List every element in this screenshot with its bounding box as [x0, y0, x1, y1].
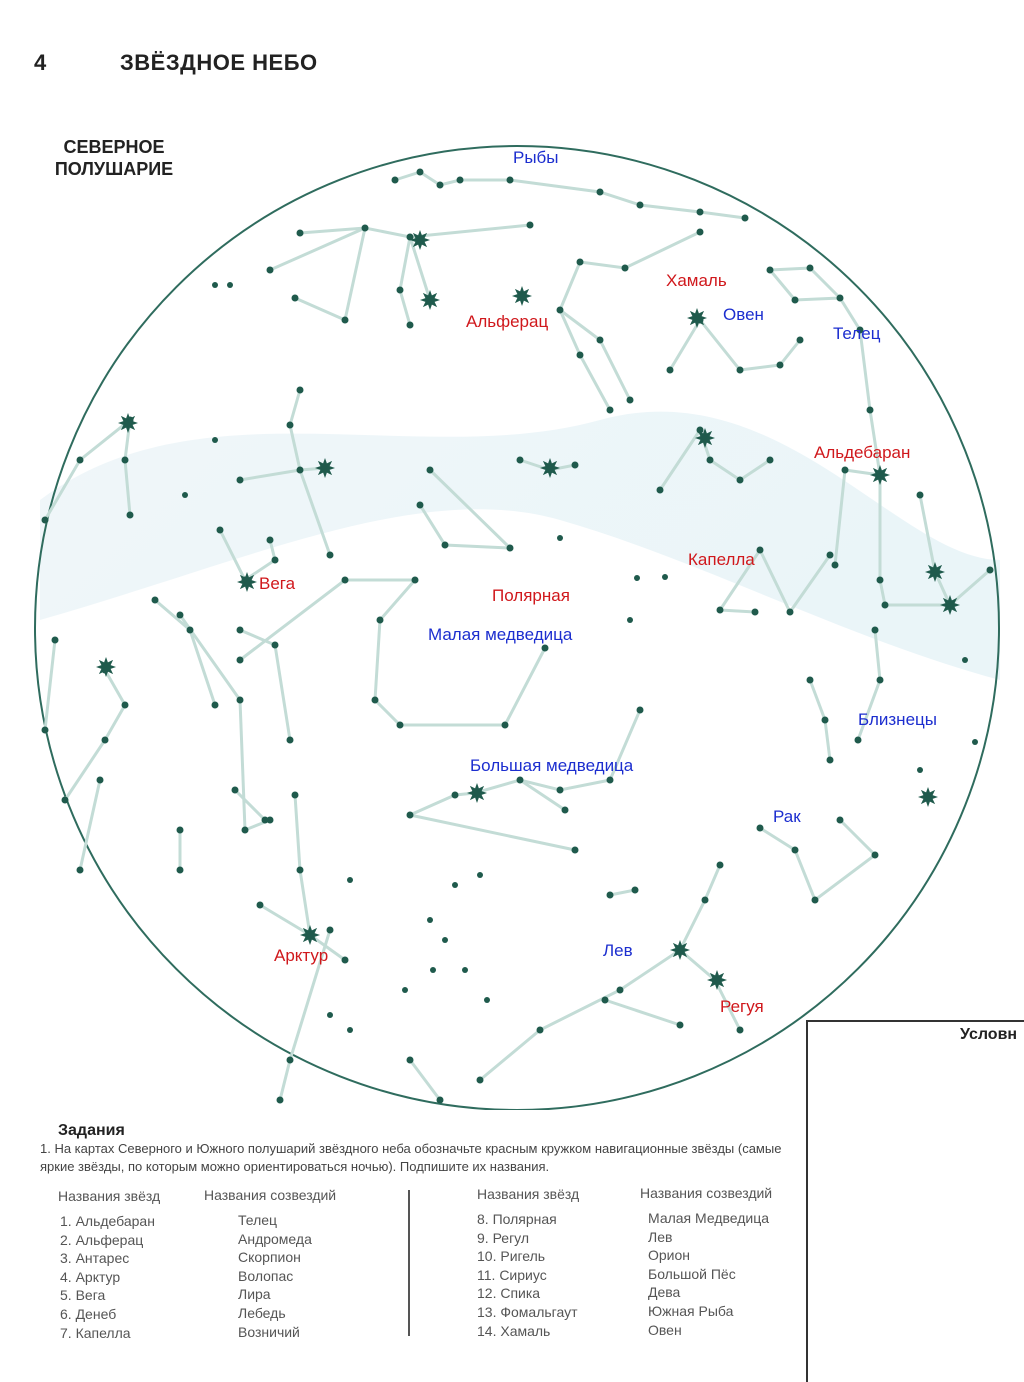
star — [677, 1022, 684, 1029]
star — [607, 407, 614, 414]
list-item: Возничий — [238, 1323, 300, 1340]
star — [627, 397, 634, 404]
bright-star — [540, 458, 560, 478]
star — [917, 767, 923, 773]
star — [272, 642, 279, 649]
constellation-line — [605, 1000, 680, 1025]
star — [430, 967, 436, 973]
label-cancer: Рак — [773, 807, 801, 826]
star — [267, 537, 274, 544]
star — [372, 697, 379, 704]
star — [42, 517, 49, 524]
star — [872, 852, 879, 859]
label-aldebaran: Альдебаран — [814, 443, 911, 462]
constellation-line — [260, 905, 310, 935]
list-item: 8. Полярная — [477, 1211, 557, 1227]
star — [757, 547, 764, 554]
page-title: ЗВЁЗДНОЕ НЕБО — [120, 50, 318, 75]
star — [287, 422, 294, 429]
label-hamal: Хамаль — [666, 271, 727, 290]
star — [362, 225, 369, 232]
list-item: 12. Спика — [477, 1285, 541, 1302]
star — [607, 777, 614, 784]
star — [212, 702, 219, 709]
star — [402, 987, 408, 993]
star — [237, 697, 244, 704]
star — [237, 477, 244, 484]
constellation-line — [235, 790, 265, 820]
constellation-line — [270, 228, 365, 320]
bright-star — [315, 458, 335, 478]
star — [717, 862, 724, 869]
star — [827, 552, 834, 559]
star — [832, 562, 839, 569]
star — [427, 467, 434, 474]
star — [442, 937, 448, 943]
bright-star — [512, 286, 532, 306]
star — [697, 229, 704, 236]
star — [627, 617, 633, 623]
list-item: 3. Антарес — [60, 1250, 130, 1267]
label-leo: Лев — [603, 941, 633, 960]
label-polaris: Полярная — [492, 586, 570, 605]
list-item: 4. Арктур — [60, 1268, 121, 1285]
constellation-line — [670, 320, 700, 370]
bright-star — [410, 230, 430, 250]
star — [632, 887, 639, 894]
star — [517, 457, 524, 464]
list-item: 14. Хамаль — [477, 1322, 551, 1339]
star — [557, 535, 563, 541]
constellation-line — [80, 780, 100, 870]
label-ursa-minor: Малая медведица — [428, 625, 573, 644]
star — [152, 597, 159, 604]
star — [577, 259, 584, 266]
star — [572, 847, 579, 854]
star — [327, 552, 334, 559]
list-item: 7. Капелла — [60, 1324, 131, 1341]
star-names-header-left: Названия звёзд — [58, 1188, 161, 1204]
label-capella: Капелла — [688, 550, 755, 569]
task-text: 1. На картах Северного и Южного полушарий звёздного неба обозначьте красным кружком навигационные звёзды (самые яркие звёзды, по которым можно ориентироваться ночью). Подпишите их названия. — [40, 1141, 782, 1174]
star — [427, 917, 433, 923]
star — [597, 337, 604, 344]
bright-star — [96, 657, 116, 677]
star — [882, 602, 889, 609]
star — [407, 322, 414, 329]
list-item: 5. Вега — [60, 1287, 106, 1304]
constellation-list-right — [648, 1209, 769, 1339]
star — [417, 502, 424, 509]
star — [122, 457, 129, 464]
star — [77, 457, 84, 464]
constellation-line — [410, 1060, 440, 1100]
bright-star — [467, 783, 487, 803]
star — [127, 512, 134, 519]
constellation-line — [240, 630, 290, 740]
star — [827, 757, 834, 764]
star — [122, 702, 129, 709]
star — [187, 627, 194, 634]
label-regulus: Регуя — [720, 997, 764, 1016]
constellation-line — [410, 815, 575, 850]
label-gemini: Близнецы — [858, 710, 937, 729]
star — [462, 967, 468, 973]
star — [987, 567, 994, 574]
star — [752, 609, 759, 616]
star — [777, 362, 784, 369]
star — [347, 877, 353, 883]
star-list-left — [60, 1212, 155, 1342]
star — [62, 797, 69, 804]
star — [397, 287, 404, 294]
star — [177, 867, 184, 874]
star — [287, 1057, 294, 1064]
bright-star — [870, 465, 890, 485]
star — [297, 867, 304, 874]
star — [797, 337, 804, 344]
bright-star — [300, 925, 320, 945]
star — [507, 545, 514, 552]
star — [42, 727, 49, 734]
star — [792, 847, 799, 854]
star — [767, 267, 774, 274]
constellation-line — [45, 640, 55, 730]
star — [377, 617, 384, 624]
star — [327, 927, 334, 934]
star — [557, 787, 564, 794]
legend-title: Условн — [960, 1026, 1018, 1043]
star — [697, 209, 704, 216]
list-item: Малая Медведица — [648, 1210, 770, 1226]
star — [822, 717, 829, 724]
star — [437, 182, 444, 189]
list-item: Андромеда — [238, 1230, 312, 1247]
star — [812, 897, 819, 904]
star — [737, 367, 744, 374]
star — [102, 737, 109, 744]
label-ursa-major: Большая медведица — [470, 756, 634, 775]
list-item: Овен — [648, 1321, 682, 1338]
star — [292, 295, 299, 302]
star-list-right — [477, 1210, 578, 1340]
bright-star — [918, 787, 938, 807]
star — [502, 722, 509, 729]
star — [877, 577, 884, 584]
star — [457, 177, 464, 184]
bright-star — [670, 940, 690, 960]
star — [972, 739, 978, 745]
star — [477, 1077, 484, 1084]
constellation-line — [760, 820, 875, 900]
star — [807, 265, 814, 272]
constellation-line — [700, 320, 800, 370]
list-item: 2. Альферац — [60, 1231, 144, 1248]
star — [412, 577, 419, 584]
bright-star — [118, 413, 138, 433]
star — [842, 467, 849, 474]
star — [562, 807, 569, 814]
star — [737, 1027, 744, 1034]
star — [272, 557, 279, 564]
star — [767, 457, 774, 464]
star — [297, 230, 304, 237]
label-aries: Овен — [723, 305, 764, 324]
star — [787, 609, 794, 616]
star — [437, 1097, 444, 1104]
constellation-names-header-left: Названия созвездий — [204, 1187, 337, 1203]
star — [232, 787, 239, 794]
constellation-line — [680, 950, 740, 1030]
legend-box — [806, 1020, 1024, 1382]
star — [342, 957, 349, 964]
star — [542, 645, 549, 652]
star — [597, 189, 604, 196]
star — [217, 527, 224, 534]
tasks-heading: Задания — [58, 1122, 125, 1139]
label-vega: Вега — [259, 574, 296, 593]
constellation-line — [610, 890, 635, 895]
star — [792, 297, 799, 304]
list-item: Лебедь — [238, 1304, 286, 1321]
constellation-line — [680, 865, 720, 950]
star — [297, 467, 304, 474]
star — [867, 407, 874, 414]
star — [327, 1012, 333, 1018]
star — [297, 387, 304, 394]
star — [837, 295, 844, 302]
star — [452, 882, 458, 888]
star — [407, 1057, 414, 1064]
star — [757, 825, 764, 832]
star — [237, 627, 244, 634]
star — [292, 792, 299, 799]
star — [277, 1097, 284, 1104]
list-item: 9. Регул — [477, 1229, 530, 1246]
bright-star — [925, 562, 945, 582]
star — [702, 897, 709, 904]
star — [262, 817, 269, 824]
star — [212, 437, 218, 443]
star — [177, 612, 184, 619]
list-item: Лира — [238, 1286, 271, 1303]
page-number: 4 — [34, 50, 47, 75]
star — [607, 892, 614, 899]
star — [484, 997, 490, 1003]
star — [622, 265, 629, 272]
star — [717, 607, 724, 614]
star — [52, 637, 59, 644]
star — [855, 737, 862, 744]
label-taurus: Телец — [833, 324, 881, 343]
star — [707, 457, 714, 464]
star — [242, 827, 249, 834]
star — [267, 267, 274, 274]
list-item: Орион — [648, 1247, 691, 1264]
star — [872, 627, 879, 634]
table-divider — [408, 1190, 410, 1336]
star — [417, 169, 424, 176]
star — [442, 542, 449, 549]
star — [637, 202, 644, 209]
constellation-line — [65, 670, 125, 800]
list-item: Дева — [648, 1284, 681, 1301]
constellation-line — [770, 268, 840, 300]
star — [572, 462, 579, 469]
star — [97, 777, 104, 784]
star — [807, 677, 814, 684]
star — [237, 657, 244, 664]
constellation-list-left — [238, 1211, 312, 1341]
star — [667, 367, 674, 374]
star — [517, 777, 524, 784]
constellation-line — [560, 310, 610, 410]
star — [212, 282, 218, 288]
star — [477, 872, 483, 878]
list-item: Скорпион — [238, 1249, 301, 1266]
list-item: 13. Фомальгаут — [477, 1303, 578, 1320]
star — [877, 677, 884, 684]
star — [392, 177, 399, 184]
star — [634, 575, 640, 581]
star — [227, 282, 233, 288]
star — [537, 1027, 544, 1034]
constellation-line — [560, 310, 630, 400]
star — [397, 722, 404, 729]
star — [557, 307, 564, 314]
star — [507, 177, 514, 184]
list-item: 1. Альдебаран — [60, 1213, 155, 1229]
bright-star — [707, 970, 727, 990]
star — [527, 222, 534, 229]
star — [342, 317, 349, 324]
label-alpheratz: Альферац — [466, 312, 549, 331]
star — [837, 817, 844, 824]
star — [962, 657, 968, 663]
star — [637, 707, 644, 714]
bright-star — [420, 290, 440, 310]
constellation-names-header-right: Названия созвездий — [640, 1185, 773, 1201]
bright-star — [687, 308, 707, 328]
list-item: 10. Ригель — [477, 1248, 546, 1265]
list-item: Телец — [238, 1212, 278, 1228]
star — [657, 487, 664, 494]
star — [182, 492, 188, 498]
list-item: 11. Сириус — [477, 1266, 547, 1283]
bright-star — [237, 572, 257, 592]
star — [577, 352, 584, 359]
star — [287, 737, 294, 744]
bright-star — [940, 595, 960, 615]
hemisphere-label: СЕВЕРНОЕ ПОЛУШАРИЕ — [54, 137, 174, 179]
bright-star — [695, 428, 715, 448]
star — [662, 574, 668, 580]
list-item: Лев — [648, 1228, 673, 1245]
star — [342, 577, 349, 584]
star-names-header-right: Названия звёзд — [477, 1186, 580, 1202]
star — [737, 477, 744, 484]
constellation-line — [400, 237, 410, 325]
star — [617, 987, 624, 994]
star — [742, 215, 749, 222]
star — [177, 827, 184, 834]
list-item: Южная Рыба — [648, 1302, 734, 1319]
list-item: 6. Денеб — [60, 1305, 117, 1322]
list-item: Большой Пёс — [648, 1265, 736, 1282]
label-arcturus: Арктур — [274, 946, 329, 965]
star — [917, 492, 924, 499]
list-item: Волопас — [238, 1267, 294, 1284]
star — [452, 792, 459, 799]
star — [347, 1027, 353, 1033]
star — [257, 902, 264, 909]
label-pisces: Рыбы — [513, 148, 559, 167]
star — [407, 812, 414, 819]
star — [602, 997, 609, 1004]
star — [77, 867, 84, 874]
